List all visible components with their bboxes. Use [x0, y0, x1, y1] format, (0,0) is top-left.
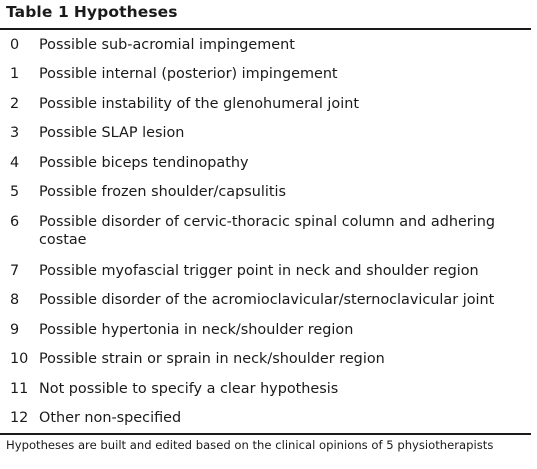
hypothesis-text: Possible frozen shoulder/capsulitis — [39, 184, 287, 200]
hypothesis-text: Possible SLAP lesion — [39, 125, 185, 141]
hypothesis-text: Possible biceps tendinopathy — [39, 155, 249, 171]
hypothesis-number: 11 — [10, 381, 29, 397]
hypothesis-number: 9 — [10, 322, 20, 338]
table-title: Hypotheses — [73, 3, 178, 21]
hypothesis-text: Possible myofascial trigger point in neck and shoulder region — [39, 263, 479, 279]
hypothesis-number: 5 — [10, 184, 20, 200]
hypothesis-text: Possible hypertonia in neck/shoulder region — [39, 322, 354, 338]
hypothesis-text: Possible disorder of the acromioclavicular/sternoclavicular joint — [39, 292, 495, 308]
hypothesis-number: 7 — [10, 263, 20, 279]
hypothesis-number: 8 — [10, 292, 20, 308]
table-caption — [6, 3, 178, 21]
hypothesis-number: 0 — [10, 37, 20, 53]
hypothesis-text: Possible sub-acromial impingement — [39, 37, 295, 53]
hypothesis-text: Other non-specified — [39, 410, 182, 426]
table-bottom-rule — [0, 433, 531, 435]
hypothesis-number: 1 — [10, 66, 20, 82]
hypothesis-number: 12 — [10, 410, 29, 426]
hypothesis-text: Possible internal (posterior) impingement — [39, 66, 338, 82]
hypothesis-text: Not possible to specify a clear hypothesis — [39, 381, 339, 397]
hypothesis-number: 6 — [10, 214, 20, 230]
hypothesis-text: Possible disorder of cervic-thoracic spinal column and adhering costae — [39, 214, 495, 248]
hypothesis-number: 3 — [10, 125, 20, 141]
table-footnote: Hypotheses are built and edited based on the clinical opinions of 5 physiotherapists — [6, 438, 494, 452]
hypothesis-text: Possible instability of the glenohumeral joint — [39, 96, 359, 112]
hypothesis-number: 2 — [10, 96, 20, 112]
hypothesis-number: 10 — [10, 351, 29, 367]
hypothesis-number: 4 — [10, 155, 20, 171]
table-top-rule — [0, 28, 531, 30]
table-label: Table 1 — [6, 3, 69, 21]
hypothesis-text: Possible strain or sprain in neck/shoulder region — [39, 351, 385, 367]
